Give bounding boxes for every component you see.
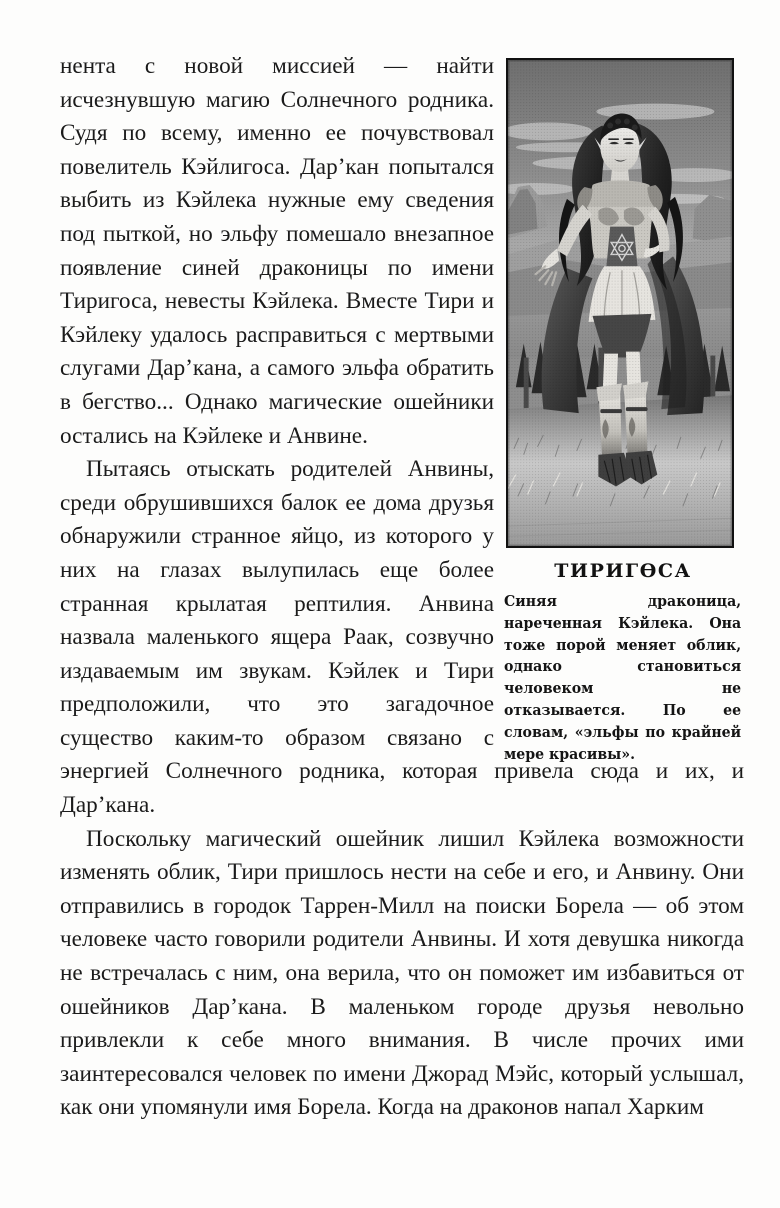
caption-title: ТИРИГӨСА: [554, 560, 692, 582]
caption-body: Синяя драконица, нареченная Кэйлека. Она тоже порой меняет облик, однако становиться человеком не отказывается. По ее словам, «эльфы по крайней мере красивы».: [504, 592, 742, 763]
paragraph-2: Пытаясь отыскать родителей Анвины, среди обрушившихся балок ее дома друзья обнаружили странное яйцо, из которого у них на глазах вылупилась еще более странная крылатая рептилия. Анвина назвала маленького ящера Раак, созвучно издаваемым им звукам. Кэйлек и Тири предположили, что это загадочное существо каким-то образом связано с энергией Солнечного родника, которая привела сюда и их, и Дар’кана.: [60, 456, 744, 819]
paragraph-1: нента с новой миссией — найти исчезнувшую магию Солнечного родника. Судя по всему, именно ее почувствовал повелитель Кэйлигоса. Дар’кан попытался выбить из Кэйлека нужные ему сведения под пыткой, но эльфу помешало внезапное появление синей драконицы по имени Тиригоса, невесты Кэйлека. Вместе Тири и Кэйлеку удалось расправиться с мертвыми слугами Дар’кана, а самого эльфа обратить в бегство... Однако магические ошейники остались на Кэйлеке и Анвине.: [60, 53, 494, 449]
figure-text-wrap-spacer: [494, 50, 744, 750]
page-body-text: [60, 50, 744, 1125]
paragraph-3: Поскольку магический ошейник лишил Кэйлека возможности изменять облик, Тири пришлось нести на себе и его, и Анвину. Они отправились в городок Таррен-Милл на поиски Борела — об этом человеке часто говорили родители Анвины. И хотя девушка никогда не встречалась с ним, она верила, что он поможет им избавиться от ошейников Дар’кана. В маленьком городе друзья невольно привлекли к себе много внимания. В числе прочих ими заинтересовался человек по имени Джорад Мэйс, который услышал, как они упомянули имя Борела. Когда на драконов напал Харким: [60, 825, 744, 1121]
